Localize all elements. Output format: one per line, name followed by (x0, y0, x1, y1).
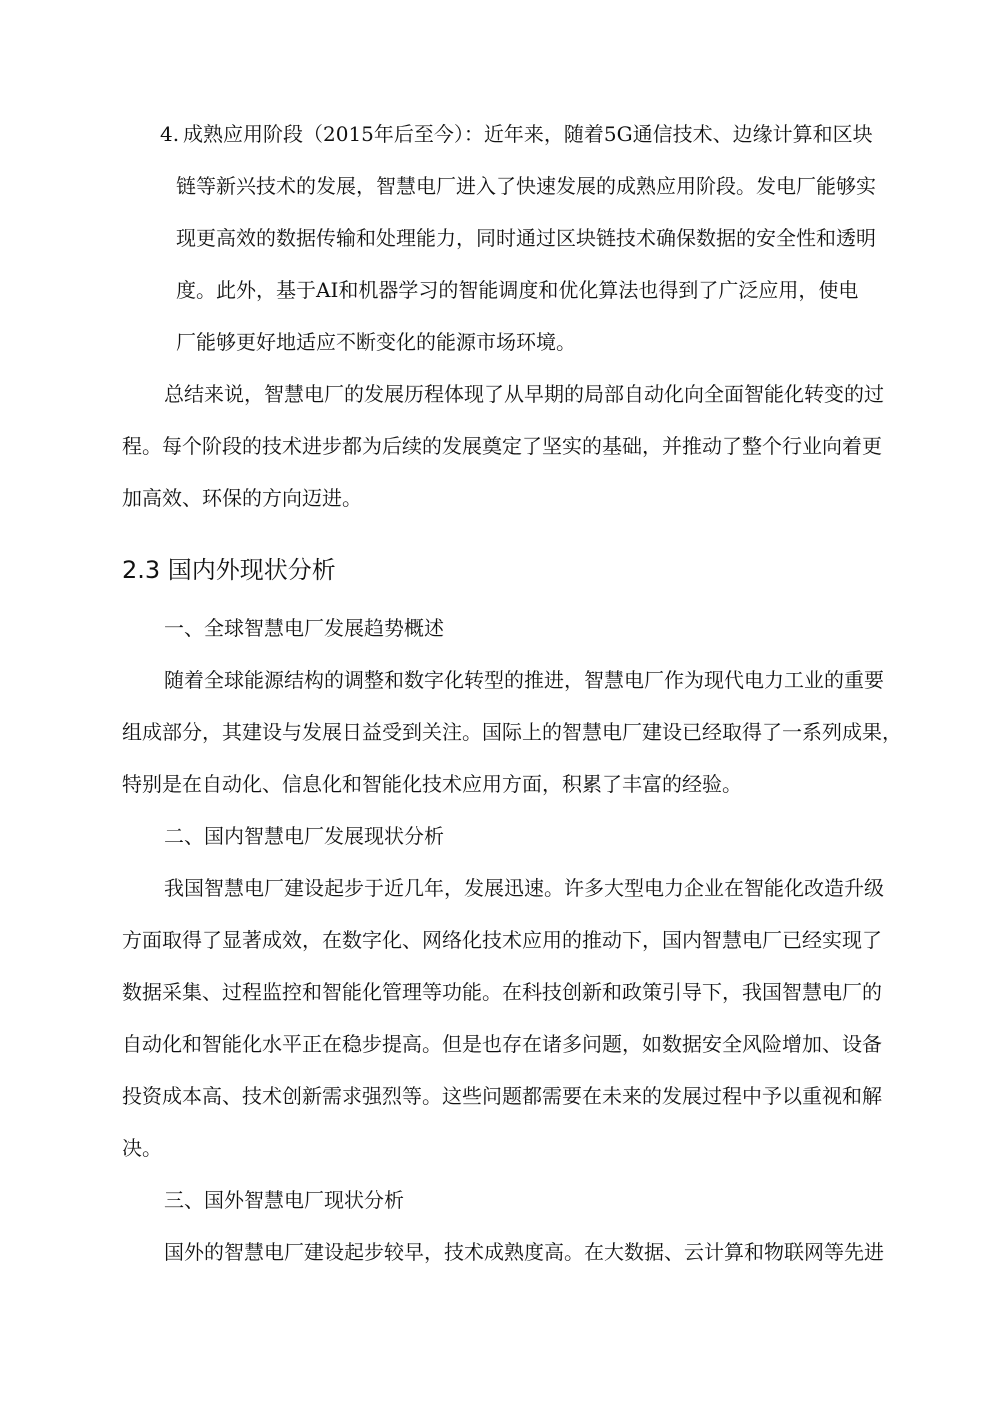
list-number: 4. (160, 122, 180, 146)
list-item-line: 现更高效的数据传输和处理能力，同时通过区块链技术确保数据的安全性和透明 (176, 226, 876, 250)
paragraph-line: 总结来说，智慧电厂的发展历程体现了从早期的局部自动化向全面智能化转变的过 (164, 382, 884, 406)
paragraph-line: 程。每个阶段的技术进步都为后续的发展奠定了坚实的基础，并推动了整个行业向着更 (122, 434, 882, 458)
global-trend-paragraph (122, 654, 902, 810)
paragraph-line: 国外的智慧电厂建设起步较早，技术成熟度高。在大数据、云计算和物联网等先进 (164, 1240, 884, 1264)
paragraph-line: 特别是在自动化、信息化和智能化技术应用方面，积累了丰富的经验。 (122, 772, 742, 796)
paragraph-line: 自动化和智能化水平正在稳步提高。但是也存在诸多问题，如数据安全风险增加、设备 (122, 1032, 882, 1056)
paragraph-line: 决。 (122, 1136, 162, 1160)
list-item-line: 链等新兴技术的发展，智慧电厂进入了快速发展的成熟应用阶段。发电厂能够实 (176, 174, 876, 198)
paragraph-line: 方面取得了显著成效，在数字化、网络化技术应用的推动下，国内智慧电厂已经实现了 (122, 928, 882, 952)
paragraph-line: 随着全球能源结构的调整和数字化转型的推进，智慧电厂作为现代电力工业的重要 (164, 668, 884, 692)
subheading-text: 一、全球智慧电厂发展趋势概述 (164, 616, 444, 640)
domestic-status-paragraph (122, 862, 884, 1174)
list-item-4 (160, 108, 876, 368)
section-heading: 2.3 国内外现状分析 (122, 556, 336, 584)
paragraph-line: 加高效、环保的方向迈进。 (122, 486, 362, 510)
paragraph-line: 我国智慧电厂建设起步于近几年，发展迅速。许多大型电力企业在智能化改造升级 (164, 876, 884, 900)
subheading-domestic-status (164, 810, 444, 862)
foreign-status-paragraph (122, 1226, 884, 1278)
subheading-text: 二、国内智慧电厂发展现状分析 (164, 824, 444, 848)
list-item-line: 度。此外，基于AI和机器学习的智能调度和优化算法也得到了广泛应用，使电 (176, 278, 859, 302)
summary-paragraph (122, 368, 884, 524)
paragraph-line: 投资成本高、技术创新需求强烈等。这些问题都需要在未来的发展过程中予以重视和解 (122, 1084, 882, 1108)
paragraph-line: 组成部分，其建设与发展日益受到关注。国际上的智慧电厂建设已经取得了一系列成果， (122, 720, 902, 744)
list-item-line: 厂能够更好地适应不断变化的能源市场环境。 (176, 330, 576, 354)
paragraph-line: 数据采集、过程监控和智能化管理等功能。在科技创新和政策引导下，我国智慧电厂的 (122, 980, 882, 1004)
subheading-foreign-status (164, 1174, 404, 1226)
subheading-global-trend (164, 602, 444, 654)
subheading-text: 三、国外智慧电厂现状分析 (164, 1188, 404, 1212)
list-item-line: 成熟应用阶段（2015年后至今）：近年来，随着5G通信技术、边缘计算和区块 (183, 122, 873, 146)
